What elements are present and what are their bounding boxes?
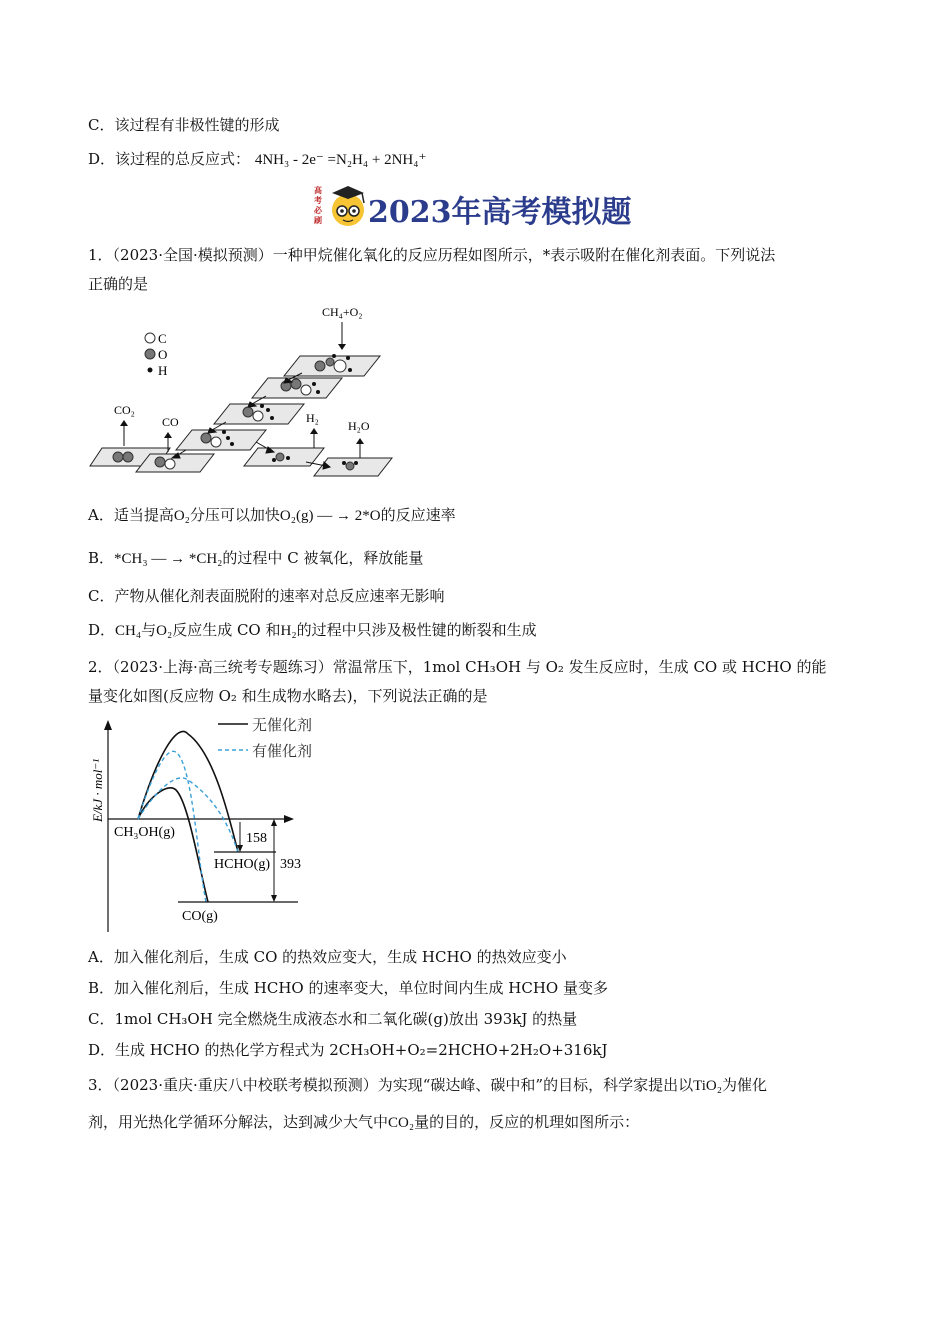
- legend-o-label: O: [158, 347, 168, 362]
- legend-c-label: C: [158, 331, 167, 346]
- q1-stem-line1: 1．（2023·全国·模拟预测）一种甲烷催化氧化的反应历程如图所示，*表示吸附在催化剂表面。下列说法: [88, 246, 776, 264]
- q1-a-text3: 的反应速率: [380, 506, 456, 524]
- q3-stem1-text1: 3．（2023·重庆·重庆八中校联考模拟预测）为实现“碳达峰、碳中和”的目标，科学家提出以: [88, 1076, 694, 1094]
- label-h2: H₂: [306, 411, 319, 425]
- label-ch4-o2: CH₄+O₂: [322, 305, 363, 319]
- label-co: CO(g): [182, 909, 218, 924]
- q3-stem2-text1: 剂，用光热化学循环分解法，达到减少大气中: [88, 1113, 389, 1131]
- q3-co2: CO₂: [388, 1115, 415, 1131]
- section-banner: [312, 181, 642, 231]
- legend-hydrogen-icon: [148, 368, 153, 373]
- label-co2: CO₂: [114, 403, 135, 417]
- option-d-prev-equation: 4NH₃ - 2e⁻ =N₂H₄ + 2NH₄⁺: [254, 152, 427, 168]
- q1-b-text1: B．: [88, 549, 115, 567]
- svg-text:高: 高: [314, 186, 322, 195]
- svg-text:必: 必: [314, 206, 322, 215]
- q1-d-text4: 的过程中只涉及极性键的断裂和生成: [296, 621, 537, 639]
- q1-a-text1: A．适当提高: [88, 506, 174, 524]
- legend-h-label: H: [158, 363, 168, 378]
- q1-option-a: [88, 505, 456, 526]
- q1-a-equation: O₂(g) — → 2*O: [279, 508, 381, 524]
- delta-393: 393: [280, 857, 301, 872]
- q2-stem-line2: 量变化如图(反应物 O₂ 和生成物水略去)，下列说法正确的是: [88, 687, 488, 705]
- q1-stem-line2: 正确的是: [88, 275, 149, 293]
- q2-option-b: B．加入催化剂后，生成 HCHO 的速率变大，单位时间内生成 HCHO 量变多: [88, 979, 608, 997]
- q1-d-text3: 反应生成 CO 和: [172, 621, 281, 639]
- q1-a-text2: 分压可以加快: [189, 506, 280, 524]
- q2-stem-line1: 2．（2023·上海·高三统考专题练习）常温常压下，1mol CH₃OH 与 O₂ 发生反应时，生成 CO 或 HCHO 的能: [88, 658, 827, 676]
- legend-with-catalyst: 有催化剂: [252, 744, 313, 760]
- q2-energy-diagram: [88, 712, 328, 936]
- option-d-prev-label: D．该过程的总反应式：: [88, 150, 251, 168]
- q1-reaction-figure: [88, 300, 400, 490]
- y-axis-label: E/kJ · mol⁻¹: [90, 758, 105, 822]
- q1-option-d: [88, 620, 537, 641]
- option-d-prev: [88, 149, 426, 170]
- label-hcho: HCHO(g): [214, 857, 270, 872]
- q3-tio2: TiO₂: [693, 1078, 722, 1094]
- q1-b-equation: *CH₃ — → *CH₂: [114, 551, 223, 567]
- q1-b-text2: 的过程中 C 被氧化，释放能量: [222, 549, 424, 567]
- svg-text:考: 考: [314, 196, 322, 205]
- banner-title: 2023年高考模拟题: [368, 195, 632, 230]
- q1-d-ch4: CH₄: [115, 623, 142, 639]
- q1-option-c: C．产物从催化剂表面脱附的速率对总反应速率无影响: [88, 587, 445, 605]
- mascot-logo-icon: [312, 181, 372, 231]
- q2-option-d: D．生成 HCHO 的热化学方程式为 2CH₃OH+O₂=2HCHO+2H₂O+316kJ: [88, 1041, 608, 1059]
- legend-oxygen-icon: [145, 349, 155, 359]
- q1-a-o2: O₂: [173, 508, 190, 524]
- q3-stem-line2: [88, 1112, 639, 1133]
- q3-stem1-text2: 为催化: [721, 1076, 767, 1094]
- q1-d-text2: 与: [141, 621, 157, 639]
- q1-option-b: [88, 548, 423, 569]
- delta-158: 158: [246, 831, 267, 846]
- q1-d-o2: O₂: [156, 623, 173, 639]
- legend-no-catalyst: 无催化剂: [252, 718, 313, 734]
- q3-stem2-text2: 量的目的，反应的机理如图所示：: [414, 1113, 640, 1131]
- q1-d-h2: H₂: [280, 623, 297, 639]
- legend-carbon-icon: [145, 333, 155, 343]
- svg-text:刷: 刷: [314, 216, 322, 225]
- q1-d-text1: D．: [88, 621, 116, 639]
- q3-stem-line1: [88, 1075, 767, 1096]
- label-h2o: H₂O: [348, 419, 370, 433]
- option-c-prev: C．该过程有非极性键的形成: [88, 116, 280, 134]
- q2-option-a: A．加入催化剂后，生成 CO 的热效应变大，生成 HCHO 的热效应变小: [88, 948, 567, 966]
- label-co: CO: [162, 415, 179, 429]
- q2-option-c: C．1mol CH₃OH 完全燃烧生成液态水和二氧化碳(g)放出 393kJ 的热量: [88, 1010, 578, 1028]
- label-ch3oh: CH₃OH(g): [114, 825, 175, 840]
- surface-plate: [90, 356, 392, 476]
